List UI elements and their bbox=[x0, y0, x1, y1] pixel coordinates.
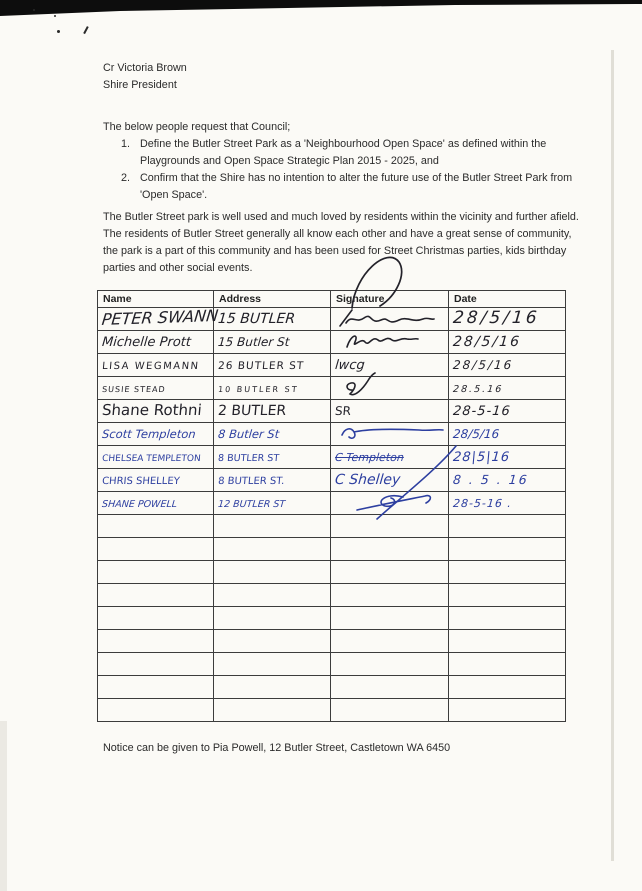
cell-name bbox=[98, 630, 214, 653]
handwritten-sig: C Shelley bbox=[334, 472, 401, 488]
table-body bbox=[98, 305, 566, 722]
cell-address bbox=[214, 469, 331, 492]
cell-date bbox=[449, 492, 566, 515]
cell-address bbox=[214, 515, 331, 538]
cell-signature bbox=[331, 699, 449, 722]
cell-signature bbox=[331, 561, 449, 584]
cell-date bbox=[449, 607, 566, 630]
signature-scribble bbox=[335, 308, 447, 330]
list-text: Confirm that the Shire has no intention to alter the future use of the Butler Street Park from 'Open Space'. bbox=[140, 172, 573, 201]
empty-petition-row bbox=[98, 515, 566, 538]
handwritten-name: SUSIE STEAD bbox=[101, 385, 167, 394]
cell-address bbox=[214, 699, 331, 722]
cell-address bbox=[214, 538, 331, 561]
handwritten-date: 28/5/16 bbox=[452, 334, 522, 350]
handwritten-addr: 10 BUTLER ST bbox=[217, 385, 299, 394]
empty-petition-row bbox=[98, 538, 566, 561]
cell-signature bbox=[331, 331, 449, 354]
handwritten-date: 28/5/16 bbox=[452, 358, 514, 372]
cell-date bbox=[449, 561, 566, 584]
handwritten-addr: 8 Butler St bbox=[217, 427, 280, 441]
cell-name bbox=[98, 377, 214, 400]
cell-signature bbox=[331, 354, 449, 377]
list-number: 1. bbox=[121, 138, 131, 150]
handwritten-date: 28|5|16 bbox=[452, 450, 511, 465]
cell-name bbox=[98, 331, 214, 354]
handwritten-date: 28-5-16 bbox=[452, 404, 512, 419]
handwritten-addr: 12 BUTLER ST bbox=[217, 499, 286, 510]
cell-address bbox=[214, 653, 331, 676]
cell-name bbox=[98, 469, 214, 492]
handwritten-name: Scott Templeton bbox=[101, 427, 197, 441]
cell-date bbox=[449, 538, 566, 561]
petition-row bbox=[98, 331, 566, 354]
recipient-name: Cr Victoria Brown bbox=[103, 62, 187, 74]
cell-name bbox=[98, 515, 214, 538]
cell-signature bbox=[331, 446, 449, 469]
cell-address bbox=[214, 400, 331, 423]
petition-row bbox=[98, 354, 566, 377]
cell-name bbox=[98, 354, 214, 377]
empty-petition-row bbox=[98, 630, 566, 653]
empty-petition-row bbox=[98, 699, 566, 722]
cell-name bbox=[98, 492, 214, 515]
table-header-row bbox=[98, 291, 566, 308]
cell-date bbox=[449, 423, 566, 446]
column-header-name: Name bbox=[98, 291, 214, 308]
petition-table bbox=[97, 290, 566, 722]
column-header-signature: Signature bbox=[331, 291, 449, 308]
petition-row bbox=[98, 469, 566, 492]
handwritten-name: Shane Rothni bbox=[101, 401, 203, 419]
handwritten-date: 28-5-16 . bbox=[452, 497, 513, 510]
cell-address bbox=[214, 331, 331, 354]
cell-name bbox=[98, 305, 220, 331]
cell-signature bbox=[331, 584, 449, 607]
petition-row bbox=[98, 308, 566, 331]
notice-line: Notice can be given to Pia Powell, 12 Butler Street, Castletown WA 6450 bbox=[103, 742, 451, 754]
scan-edge-artifact bbox=[0, 0, 642, 18]
empty-petition-row bbox=[98, 561, 566, 584]
cell-name bbox=[98, 653, 214, 676]
cell-signature bbox=[331, 607, 449, 630]
cell-signature bbox=[331, 423, 449, 446]
cell-date bbox=[449, 653, 566, 676]
petition-row bbox=[98, 423, 566, 446]
handwritten-addr: 26 BUTLER ST bbox=[217, 360, 305, 372]
cell-name bbox=[98, 699, 214, 722]
handwritten-sig: SR bbox=[334, 404, 352, 418]
list-text: Define the Butler Street Park as a 'Neighbourhood Open Space' as defined within the Playgrounds and Open Space Strategic Plan 2015 - 2025, and bbox=[140, 138, 547, 167]
cell-address bbox=[214, 584, 331, 607]
cell-signature bbox=[331, 308, 449, 331]
body-paragraph: The Butler Street park is well used and much loved by residents within the vicinity and further afield. The residents of Butler Street generally all know each other and have a great sense of community, the park is a part of this community and has been used for Street Christmas parties, kids birthday parties and other social events. bbox=[103, 211, 579, 274]
cell-address bbox=[214, 676, 331, 699]
cell-address bbox=[214, 446, 331, 469]
cell-name bbox=[98, 607, 214, 630]
cell-name bbox=[98, 423, 214, 446]
cell-address bbox=[214, 308, 331, 331]
cell-name bbox=[98, 561, 214, 584]
cell-address bbox=[214, 561, 331, 584]
cell-date bbox=[449, 331, 566, 354]
handwritten-name: LISA WEGMANN bbox=[101, 361, 200, 372]
empty-petition-row bbox=[98, 607, 566, 630]
empty-petition-row bbox=[98, 653, 566, 676]
cell-date bbox=[449, 469, 566, 492]
handwritten-date: 28/5/16 bbox=[452, 308, 541, 328]
cell-name bbox=[98, 538, 214, 561]
empty-petition-row bbox=[98, 584, 566, 607]
request-intro: The below people request that Council; bbox=[103, 121, 291, 133]
cell-date bbox=[449, 446, 566, 469]
handwritten-sig: C Templeton bbox=[334, 451, 405, 464]
page-edge-shadow bbox=[0, 721, 7, 891]
cell-signature bbox=[331, 653, 449, 676]
petition-row bbox=[98, 377, 566, 400]
cell-signature bbox=[331, 492, 449, 515]
cell-date bbox=[449, 400, 566, 423]
cell-date bbox=[449, 676, 566, 699]
cell-name bbox=[98, 676, 214, 699]
signature-scribble bbox=[335, 377, 447, 399]
petition-row bbox=[98, 400, 566, 423]
signature-scribble bbox=[335, 423, 447, 445]
handwritten-name: CHELSEA TEMPLETON bbox=[101, 454, 202, 464]
ink-dot bbox=[33, 9, 35, 11]
cell-date bbox=[449, 630, 566, 653]
cell-address bbox=[214, 377, 331, 400]
handwritten-name: CHRIS SHELLEY bbox=[101, 476, 181, 487]
handwritten-date: 8 . 5 . 16 bbox=[452, 472, 530, 487]
cell-name bbox=[98, 400, 214, 423]
cell-address bbox=[214, 354, 331, 377]
handwritten-name: Michelle Prott bbox=[101, 335, 192, 350]
handwritten-addr: 8 BUTLER ST bbox=[217, 453, 280, 464]
cell-address bbox=[214, 607, 331, 630]
cell-signature bbox=[331, 676, 449, 699]
cell-name bbox=[98, 446, 214, 469]
signature-scribble bbox=[335, 492, 447, 514]
request-item-2 bbox=[121, 170, 582, 204]
cell-date bbox=[449, 515, 566, 538]
cell-date bbox=[449, 354, 566, 377]
cell-date bbox=[449, 699, 566, 722]
request-item-1 bbox=[121, 136, 582, 170]
handwritten-addr: 8 BUTLER ST. bbox=[217, 476, 285, 487]
ink-mark bbox=[83, 26, 88, 34]
cell-signature bbox=[331, 469, 449, 492]
cell-address bbox=[214, 423, 331, 446]
ink-dot bbox=[54, 15, 56, 17]
column-header-address: Address bbox=[214, 291, 331, 308]
handwritten-date: 28.5.16 bbox=[452, 384, 504, 395]
cell-name bbox=[98, 584, 214, 607]
ink-dot bbox=[57, 30, 60, 33]
column-header-date: Date bbox=[449, 291, 566, 308]
cell-date bbox=[449, 584, 566, 607]
cell-signature bbox=[331, 515, 449, 538]
handwritten-addr: 15 BUTLER bbox=[217, 311, 296, 327]
recipient-title: Shire President bbox=[103, 79, 177, 91]
list-number: 2. bbox=[121, 172, 131, 184]
handwritten-name: PETER SWANN bbox=[100, 305, 220, 330]
signature-scribble bbox=[335, 331, 447, 353]
cell-signature bbox=[331, 377, 449, 400]
handwritten-sig: lwcg bbox=[334, 358, 366, 373]
cell-address bbox=[214, 630, 331, 653]
cell-signature bbox=[331, 538, 449, 561]
petition-row bbox=[98, 492, 566, 515]
handwritten-name: SHANE POWELL bbox=[101, 499, 178, 510]
page-edge-shadow bbox=[611, 50, 614, 861]
cell-date bbox=[449, 377, 566, 400]
cell-signature bbox=[331, 400, 449, 423]
handwritten-addr: 15 Butler St bbox=[217, 335, 291, 349]
cell-date bbox=[449, 308, 566, 331]
handwritten-date: 28/5/16 bbox=[452, 427, 500, 441]
cell-address bbox=[214, 492, 331, 515]
cell-signature bbox=[331, 630, 449, 653]
empty-petition-row bbox=[98, 676, 566, 699]
handwritten-addr: 2 BUTLER bbox=[217, 403, 287, 419]
petition-row bbox=[98, 446, 566, 469]
